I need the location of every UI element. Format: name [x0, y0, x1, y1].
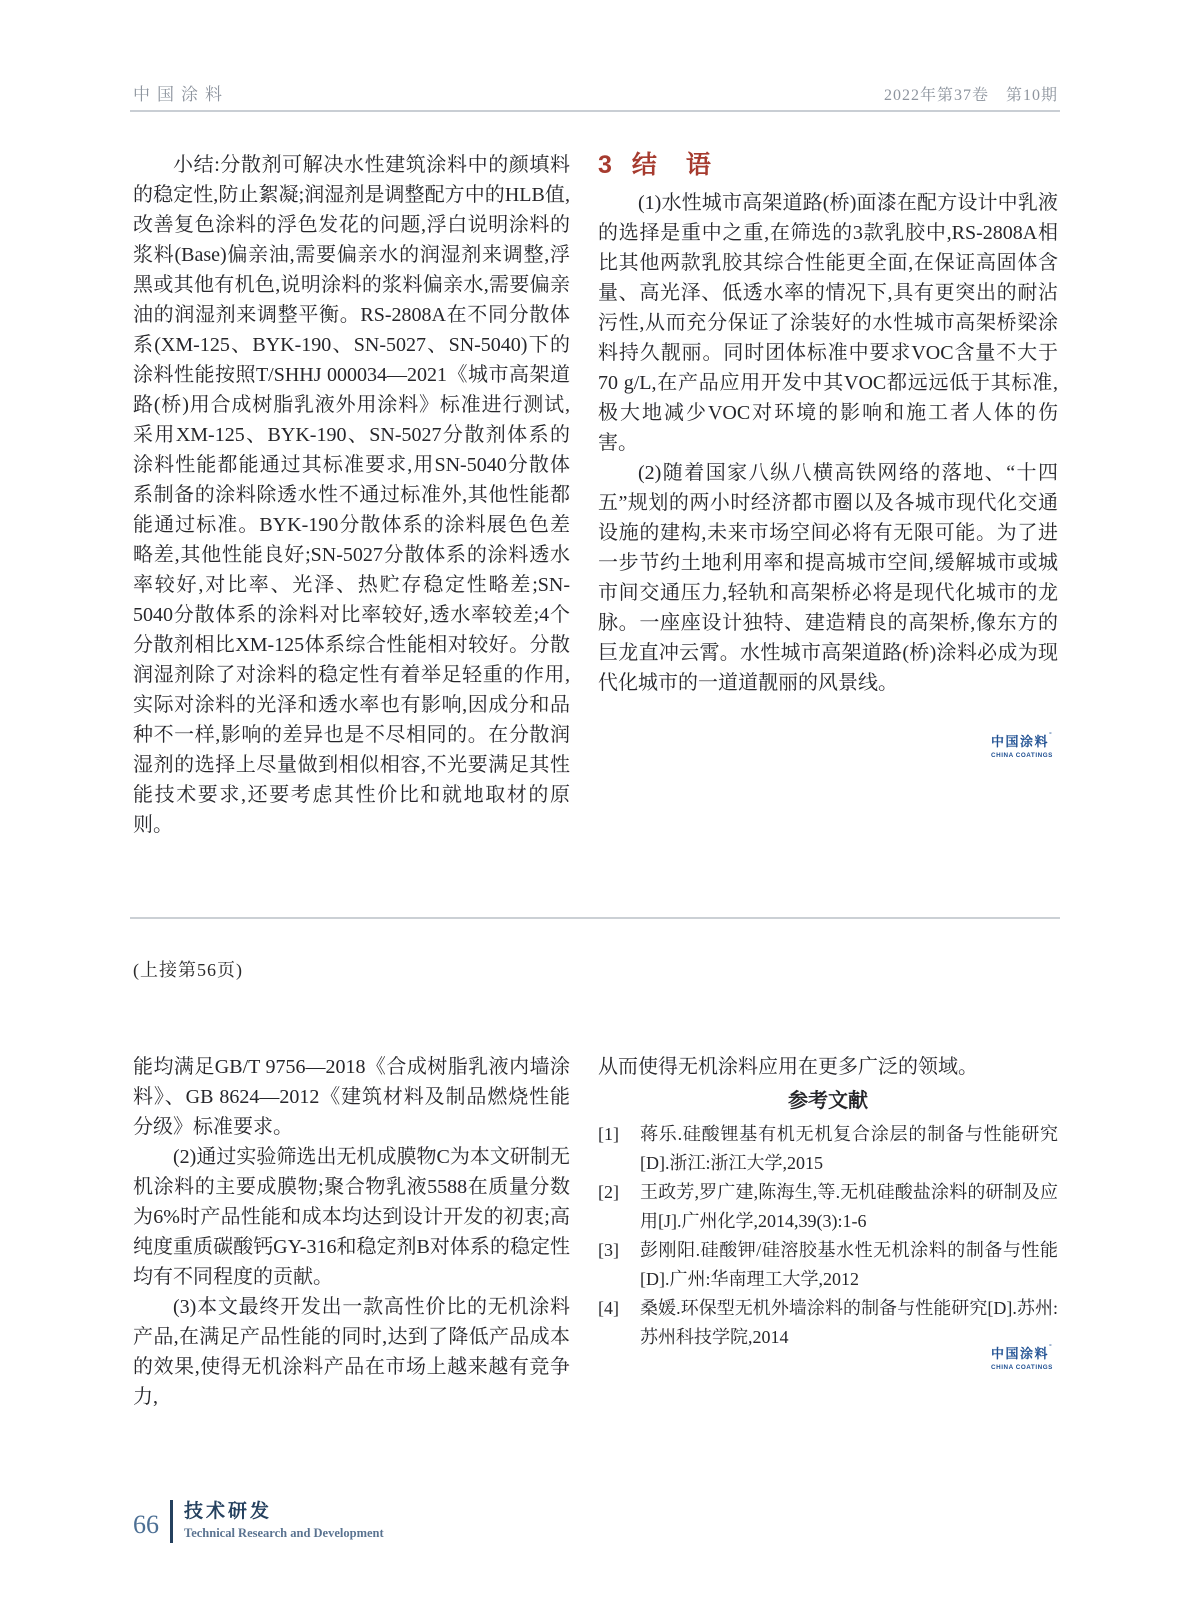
reference-item: [598, 1294, 1058, 1352]
continuation-note: (上接第56页): [133, 960, 243, 980]
section-divider: [130, 917, 1060, 919]
references-column: [598, 1052, 1058, 1412]
reference-number: [1]: [598, 1124, 619, 1144]
heading-number: 3: [598, 151, 612, 179]
reference-item: [598, 1120, 1058, 1178]
reference-text: 桑媛.环保型无机外墙涂料的制备与性能研究[D].苏州:苏州科技学院,2014: [640, 1298, 1058, 1347]
page-header: [133, 80, 1058, 105]
logo-en-text: CHINA COATINGS: [991, 1364, 1053, 1371]
logo-zh-row: [991, 1346, 1061, 1362]
china-coatings-logo-bottom: [991, 1346, 1061, 1371]
reference-item: [598, 1236, 1058, 1294]
continued-paragraph-1: 能均满足GB/T 9756—2018《合成树脂乳液内墙涂料》、GB 8624—2012《建筑材料及制品燃烧性能分级》标准要求。: [133, 1056, 570, 1138]
logo-zh-text: 中国涂料: [991, 1346, 1050, 1361]
reference-item: [598, 1178, 1058, 1236]
logo-zh-row: [991, 734, 1061, 750]
logo-en-text: CHINA COATINGS: [991, 752, 1053, 759]
continued-paragraph-2: (2)通过实验筛选出无机成膜物C为本文研制无机涂料的主要成膜物;聚合物乳液5588在质量分数为6%时产品性能和成本均达到设计开发的初衷;高纯度重质碳酸钙GY-316和稳定剂B对体系的稳定性均有不同程度的贡献。: [133, 1146, 570, 1288]
continued-article-section: [133, 1052, 1058, 1412]
continued-paragraph-3: (3)本文最终开发出一款高性价比的无机涂料产品,在满足产品性能的同时,达到了降低产品成本的效果,使得无机涂料产品在市场上越来越有竞争力,: [133, 1296, 570, 1408]
conclusion-section: [133, 150, 1058, 840]
page-number: 66: [133, 1509, 159, 1539]
reference-number: [4]: [598, 1298, 619, 1318]
conclusion-paragraph-1: (1)水性城市高架道路(桥)面漆在配方设计中乳液的选择是重中之重,在筛选的3款乳胶中,RS-2808A相比其他两款乳胶其综合性能更全面,在保证高固体含量、高光泽、低透水率的情况下,具有更突出的耐沾污性,从而充分保证了涂装好的水性城市高架桥梁涂料持久靓丽。同时团体标准中要求VOC含量不大于70 g/L,在产品应用开发中其VOC都远远低于其标准,极大地减少VOC对环境的影响和施工者人体的伤害。: [598, 192, 1058, 454]
reference-text: 彭刚阳.硅酸钾/硅溶胶基水性无机涂料的制备与性能[D].广州:华南理工大学,2012: [640, 1240, 1058, 1289]
conclusion-column: [598, 150, 1058, 840]
references-list: [598, 1120, 1058, 1352]
reference-number: [2]: [598, 1182, 619, 1202]
logo-zh-text: 中国涂料: [991, 734, 1050, 749]
china-coatings-logo-top: [991, 734, 1061, 759]
reference-text: 王政芳,罗广建,陈海生,等.无机硅酸盐涂料的研制及应用[J].广州化学,2014,39(3):1-6: [640, 1182, 1058, 1231]
references-title: 参考文献: [788, 1090, 868, 1112]
reference-text: 蒋乐.硅酸锂基有机无机复合涂层的制备与性能研究[D].浙江:浙江大学,2015: [640, 1124, 1058, 1173]
summary-column: [133, 150, 570, 840]
page-footer: [133, 1500, 384, 1543]
conclusion-heading: [598, 150, 1058, 180]
issue-info: 2022年第37卷 第10期: [883, 87, 1058, 104]
conclusion-paragraph-2: (2)随着国家八纵八横高铁网络的落地、“十四五”规划的两小时经济都市圈以及各城市现代化交通设施的建构,未来市场空间必将有无限可能。为了进一步节约土地利用率和提高城市空间,缓解城市或城市间交通压力,轻轨和高架桥必将是现代化城市的龙脉。一座座设计独特、建造精良的高架桥,像东方的巨龙直冲云霄。水性城市高架道路(桥)涂料必成为现代化城市的一道道靓丽的风景线。: [598, 462, 1058, 694]
footer-divider-bar: [170, 1500, 173, 1543]
logo-trademark-icon: °: [1049, 732, 1052, 739]
reference-number: [3]: [598, 1240, 619, 1260]
summary-paragraph: 小结:分散剂可解决水性建筑涂料中的颜填料的稳定性,防止絮凝;润湿剂是调整配方中的HLB值,改善复色涂料的浮色发花的问题,浮白说明涂料的浆料(Base)偏亲油,需要偏亲水的润湿剂来调整,浮黑或其他有机色,说明涂料的浆料偏亲水,需要偏亲油的润湿剂来调整平衡。RS-2808A在不同分散体系(XM-125、BYK-190、SN-5027、SN-5040)下的涂料性能按照T/SHHJ 000034—2021《城市高架道路(桥)用合成树脂乳液外用涂料》标准进行测试,采用XM-125、BYK-190、SN-5027分散剂体系的涂料性能都能通过其标准要求,用SN-5040分散体系制备的涂料除透水性不通过标准外,其他性能都能通过标准。BYK-190分散体系的涂料展色色差略差,其他性能良好;SN-5027分散体系的涂料透水率较好,对比率、光泽、热贮存稳定性略差;SN-5040分散体系的涂料对比率较好,透水率较差;4个分散剂相比XM-125体系综合性能相对较好。分散润湿剂除了对涂料的稳定性有着举足轻重的作用,实际对涂料的光泽和透水率也有影响,因成分和品种不一样,影响的差异也是不尽相同的。在分散润湿剂的选择上尽量做到相似相容,不光要满足其性能技术要求,还要考虑其性价比和就地取材的原则。: [133, 154, 570, 836]
footer-section-zh: 技术研发: [184, 1501, 273, 1522]
footer-section-en: Technical Research and Development: [184, 1526, 384, 1540]
continued-paragraph-4: 从而使得无机涂料应用在更多广泛的领域。: [598, 1056, 978, 1078]
heading-title: 结 语: [631, 151, 713, 179]
footer-section-label: [184, 1500, 384, 1543]
header-divider: [130, 110, 1060, 112]
logo-trademark-icon: °: [1049, 1344, 1052, 1351]
journal-name: 中国涂料: [133, 85, 229, 104]
continued-left-column: [133, 1052, 570, 1412]
